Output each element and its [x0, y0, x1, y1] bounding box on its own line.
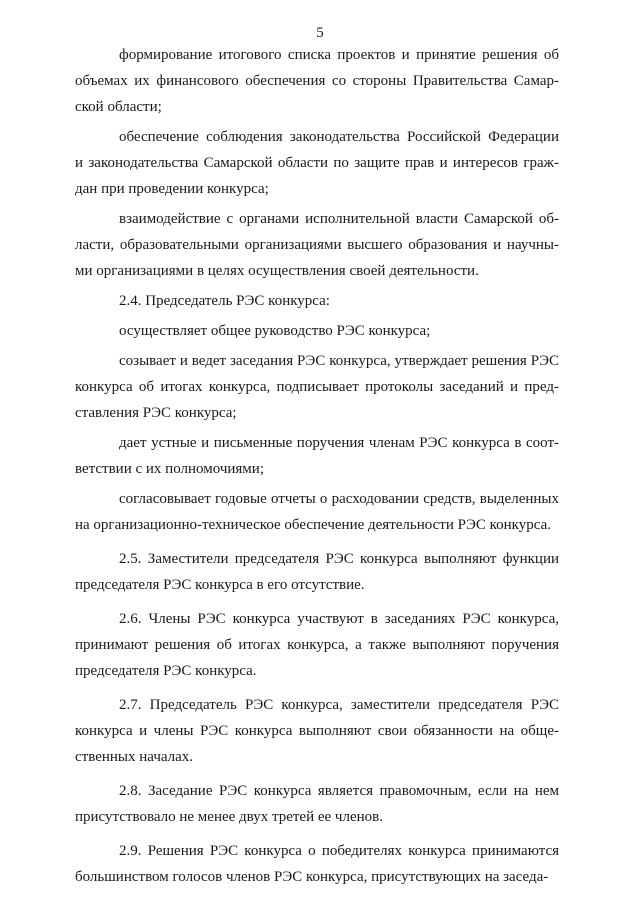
paragraph	[75, 124, 559, 202]
paragraph	[75, 838, 559, 890]
text-line: осуществляет общее руководство РЭС конкурса;	[119, 323, 431, 339]
paragraph	[75, 206, 559, 284]
text-line: принимают решения об итогах конкурса, а также выполняют поручения	[75, 637, 559, 653]
text-line: 2.9. Решения РЭС конкурса о победителях конкурса принимаются	[119, 843, 559, 859]
page-number: 5	[316, 25, 324, 41]
text-line: ственных началах.	[75, 749, 194, 765]
text-line: 2.4. Председатель РЭС конкурса:	[119, 293, 330, 309]
text-line: ветствии с их полномочиями;	[75, 461, 264, 477]
text-line: председателя РЭС конкурса.	[75, 663, 257, 679]
paragraph	[75, 778, 559, 830]
text-line: дает устные и письменные поручения членам РЭС конкурса в соот-	[119, 435, 559, 451]
text-line: ми организациями в целях осуществления своей деятельности.	[75, 263, 479, 279]
text-line: обеспечение соблюдения законодательства Российской Федерации	[119, 129, 559, 145]
text-line: ставления РЭС конкурса;	[75, 405, 237, 421]
text-line: согласовывает годовые отчеты о расходовании средств, выделенных	[119, 491, 559, 507]
text-line: 2.7. Председатель РЭС конкурса, заместители председателя РЭС	[119, 697, 559, 713]
text-line: формирование итогового списка проектов и принятие решения об	[119, 47, 559, 63]
text-line: большинством голосов членов РЭС конкурса, присутствующих на заседа-	[75, 869, 549, 885]
text-line: созывает и ведет заседания РЭС конкурса, утверждает решения РЭС	[119, 353, 559, 369]
text-line: дан при проведении конкурса;	[75, 181, 269, 197]
text-line: взаимодействие с органами исполнительной власти Самарской об-	[119, 211, 559, 227]
paragraph	[75, 318, 559, 344]
text-line: конкурса и члены РЭС конкурса выполняют свои обязанности на обще-	[75, 723, 559, 739]
text-line: 2.8. Заседание РЭС конкурса является правомочным, если на нем	[119, 783, 559, 799]
text-line: на организационно-техническое обеспечение деятельности РЭС конкурса.	[75, 517, 552, 533]
text-line: 2.5. Заместители председателя РЭС конкурса выполняют функции	[119, 551, 559, 567]
document-body	[75, 42, 559, 894]
text-line: 2.6. Члены РЭС конкурса участвуют в заседаниях РЭС конкурса,	[119, 611, 559, 627]
paragraph	[75, 546, 559, 598]
paragraph	[75, 486, 559, 538]
paragraph	[75, 692, 559, 770]
paragraph	[75, 348, 559, 426]
text-line: председателя РЭС конкурса в его отсутствие.	[75, 577, 365, 593]
text-line: и законодательства Самарской области по защите прав и интересов граж-	[75, 155, 559, 171]
paragraph	[75, 288, 559, 314]
text-line: ласти, образовательными организациями высшего образования и научны-	[75, 237, 559, 253]
text-line: присутствовало не менее двух третей ее членов.	[75, 809, 383, 825]
paragraph	[75, 42, 559, 120]
text-line: конкурса об итогах конкурса, подписывает протоколы заседаний и пред-	[75, 379, 559, 395]
paragraph	[75, 606, 559, 684]
text-line: ской области;	[75, 99, 162, 115]
paragraph	[75, 430, 559, 482]
text-line: объемах их финансового обеспечения со стороны Правительства Самар-	[75, 73, 559, 89]
